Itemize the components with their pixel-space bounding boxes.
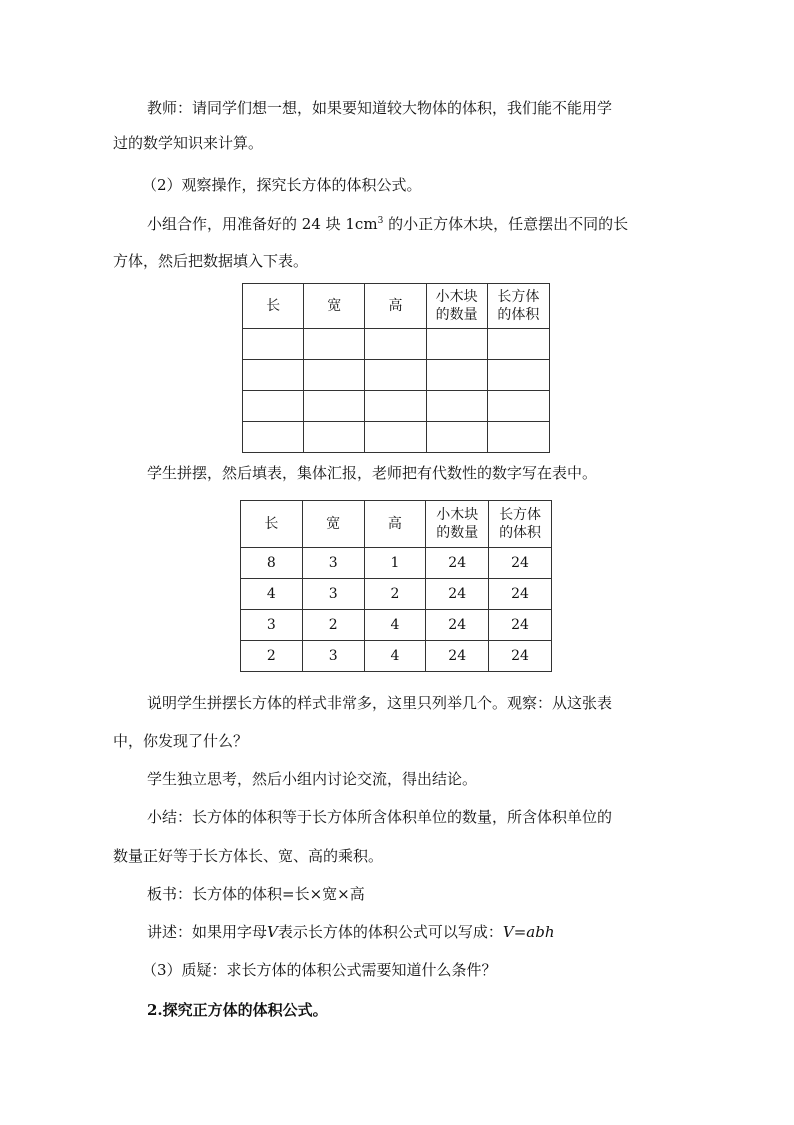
table-cell: 4 (364, 641, 426, 672)
table-empty-data (242, 283, 550, 453)
table-cell: 3 (302, 641, 364, 672)
table-cell: 24 (426, 610, 489, 641)
table-cell: 24 (426, 548, 489, 579)
table-cell (365, 329, 426, 360)
table-cell (487, 360, 549, 391)
formula-variable-v: V (267, 923, 278, 941)
table-cell: 8 (241, 548, 303, 579)
table-cell: 3 (241, 610, 303, 641)
table-cell (365, 422, 426, 453)
paragraph-group-work-text-a: 小组合作，用准备好的 24 块 1cm (147, 215, 378, 233)
table-cell (243, 391, 304, 422)
table-cell: 24 (426, 641, 489, 672)
paragraph-group-work-text-b: 的小正方体木块，任意摆出不同的长 (383, 215, 629, 233)
superscript-cubic: 3 (377, 216, 384, 226)
table-cell: 24 (489, 641, 552, 672)
paragraph-teacher-question-line1: 教师：请同学们想一想，如果要知道较大物体的体积，我们能不能用学 (147, 99, 613, 117)
paragraph-formula-statement (147, 922, 717, 942)
paragraph-summary-line1: 小结：长方体的体积等于长方体所含体积单位的数量，所含体积单位的 (147, 808, 613, 826)
paragraph-teacher-question-line2: 过的数学知识来计算。 (113, 134, 264, 152)
paragraph-independent-thinking: 学生独立思考，然后小组内讨论交流，得出结论。 (147, 770, 478, 788)
table-cell: 4 (364, 610, 426, 641)
header-height: 高 (364, 501, 426, 548)
header-volume: 长方体的体积 (489, 501, 552, 548)
table-row (243, 391, 550, 422)
paragraph-group-work-line2: 方体，然后把数据填入下表。 (113, 252, 309, 270)
table-cell: 3 (302, 579, 364, 610)
header-block-count: 小木块的数量 (426, 501, 489, 548)
table-cell: 1 (364, 548, 426, 579)
table-row (241, 548, 552, 579)
table-cell: 4 (241, 579, 303, 610)
table-cell (304, 360, 365, 391)
table-cell (365, 391, 426, 422)
table-row (241, 610, 552, 641)
table-cell (365, 360, 426, 391)
table-cell: 2 (241, 641, 303, 672)
table-row (243, 422, 550, 453)
header-width: 宽 (302, 501, 364, 548)
table-cell: 2 (364, 579, 426, 610)
table-cell: 2 (302, 610, 364, 641)
paragraph-group-work-line1 (147, 214, 717, 234)
formula-vabh: V=abh (502, 923, 555, 941)
table-cell (304, 329, 365, 360)
table-cell: 3 (302, 548, 364, 579)
section-heading-cube: 2.探究正方体的体积公式。 (147, 1001, 328, 1019)
table-cell (487, 329, 549, 360)
header-volume: 长方体的体积 (487, 284, 549, 329)
table-cell (426, 391, 487, 422)
formula-text-b: 表示长方体的体积公式可以写成： (277, 923, 503, 941)
table-cell (487, 391, 549, 422)
header-length: 长 (243, 284, 304, 329)
table-cell (487, 422, 549, 453)
table-filled-data (240, 500, 552, 672)
table-header-row (241, 501, 552, 548)
paragraph-students-build: 学生拼摆，然后填表，集体汇报，老师把有代数性的数字写在表中。 (147, 464, 598, 482)
header-length: 长 (241, 501, 303, 548)
table-cell: 24 (426, 579, 489, 610)
table-cell (426, 360, 487, 391)
paragraph-explanation-line1: 说明学生拼摆长方体的样式非常多，这里只列举几个。观察：从这张表 (147, 694, 613, 712)
table-cell (426, 329, 487, 360)
paragraph-blackboard: 板书：长方体的体积=长×宽×高 (147, 885, 365, 903)
paragraph-explanation-line2: 中，你发现了什么？ (113, 732, 249, 750)
header-width: 宽 (304, 284, 365, 329)
table-cell (304, 422, 365, 453)
section-heading-question: （3）质疑：求长方体的体积公式需要知道什么条件？ (142, 961, 497, 979)
section-heading-observe: （2）观察操作，探究长方体的体积公式。 (142, 176, 422, 194)
table-cell (243, 329, 304, 360)
table-row (243, 360, 550, 391)
table-cell (426, 422, 487, 453)
paragraph-summary-line2: 数量正好等于长方体长、宽、高的乘积。 (113, 847, 384, 865)
table-row (241, 579, 552, 610)
table-header-row (243, 284, 550, 329)
table-row (241, 641, 552, 672)
table-cell: 24 (489, 579, 552, 610)
table-cell (243, 422, 304, 453)
table-cell: 24 (489, 610, 552, 641)
header-height: 高 (365, 284, 426, 329)
table-row (243, 329, 550, 360)
table-cell: 24 (489, 548, 552, 579)
table-cell (304, 391, 365, 422)
header-block-count: 小木块的数量 (426, 284, 487, 329)
formula-text-a: 讲述：如果用字母 (147, 923, 268, 941)
table-cell (243, 360, 304, 391)
